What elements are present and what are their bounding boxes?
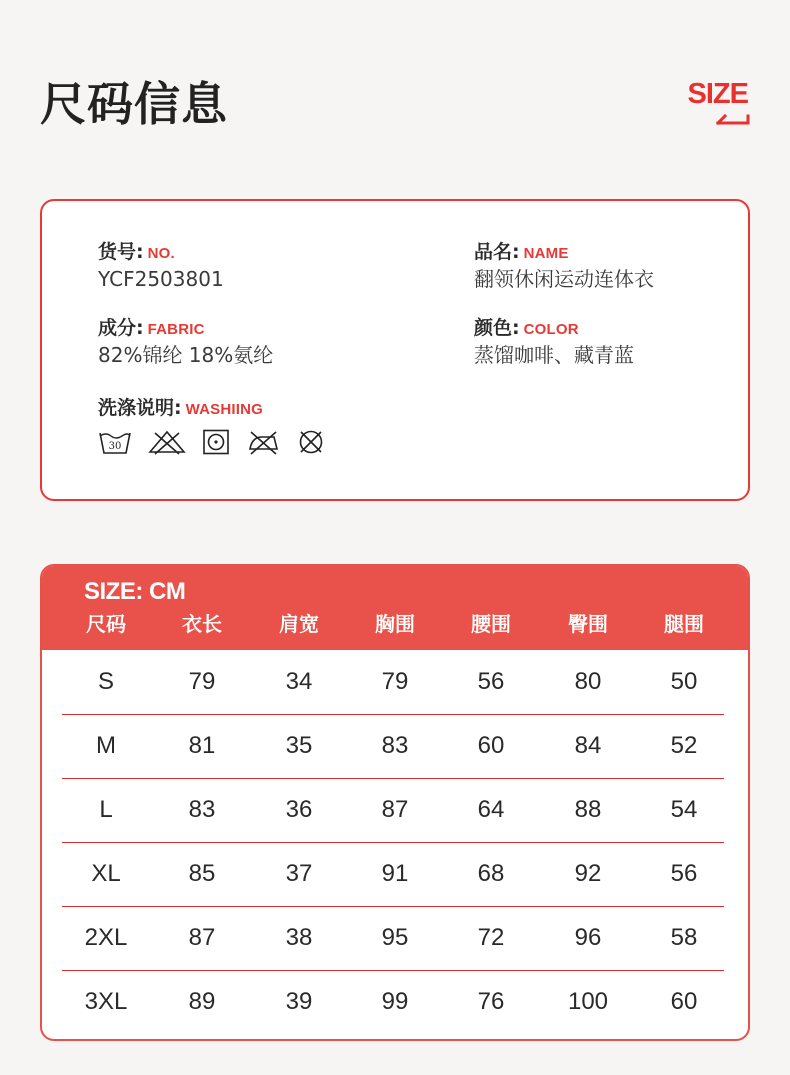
table-cell: 34 [285,668,313,695]
table-row [62,714,724,779]
value-no: YCF2503801 [98,267,224,291]
header-hip: 臀围 [568,612,608,636]
table-cell: 84 [574,732,602,759]
table-cell: 56 [670,860,698,887]
table-cell: 79 [188,668,216,695]
value-color: 蒸馏咖啡、藏青蓝 [474,343,634,367]
field-color [474,313,634,368]
page-title: 尺码信息 [40,77,228,131]
header-length: 衣长 [182,612,222,636]
label-washing-en: WASHIING [185,401,264,418]
table-cell: 39 [285,988,313,1015]
no-iron-icon [246,429,280,455]
return-arrow-icon [714,112,750,126]
table-row [62,650,724,715]
table-cell: 87 [381,796,409,823]
table-cell: 87 [188,924,216,951]
label-name-en: NAME [523,245,569,262]
tumble-dry-icon [202,429,230,455]
header-chest: 胸围 [375,612,415,636]
table-cell: 83 [188,796,216,823]
table-cell: 2XL [84,924,128,951]
label-name: 品名: [474,241,520,263]
table-cell: 88 [574,796,602,823]
label-color-en: COLOR [523,321,579,338]
table-cell: 100 [567,988,609,1015]
table-cell: 79 [381,668,409,695]
label-color: 颜色: [474,317,520,339]
table-cell: 83 [381,732,409,759]
table-row [62,906,724,971]
table-cell: 72 [477,924,505,951]
header-shoulder: 肩宽 [279,612,319,636]
field-washing [98,393,326,455]
table-row [62,970,724,1034]
field-name [474,237,654,292]
label-fabric: 成分: [98,317,144,339]
wash-temp-label: 30 [108,441,122,452]
size-unit-label: SIZE: CM [84,578,186,605]
product-info-card [40,199,750,501]
table-cell: 36 [285,796,313,823]
table-cell: 81 [188,732,216,759]
table-cell: 64 [477,796,505,823]
table-cell: 37 [285,860,313,887]
table-cell: 96 [574,924,602,951]
table-cell: 52 [670,732,698,759]
table-cell: XL [91,860,121,887]
table-cell: 38 [285,924,313,951]
table-cell: 50 [670,668,698,695]
table-cell: 89 [188,988,216,1015]
size-table-header [42,566,748,650]
table-cell: 60 [477,732,505,759]
table-cell: 80 [574,668,602,695]
size-table-card [40,564,750,1041]
table-cell: 58 [670,924,698,951]
table-row [62,842,724,907]
size-logo [672,78,752,132]
table-cell: 99 [381,988,409,1015]
table-cell: 85 [188,860,216,887]
size-logo-text: SIZE [687,78,748,110]
table-cell: M [96,732,116,759]
header-size: 尺码 [86,612,126,636]
table-cell: 56 [477,668,505,695]
table-cell: 3XL [84,988,128,1015]
field-fabric [98,313,273,368]
table-cell: 76 [477,988,505,1015]
table-cell: 68 [477,860,505,887]
table-cell: S [97,668,114,695]
table-row [62,778,724,843]
table-cell: 35 [285,732,313,759]
value-name: 翻领休闲运动连体衣 [474,267,654,291]
table-cell: 92 [574,860,602,887]
header-thigh: 腿围 [664,612,704,636]
label-washing: 洗涤说明: [98,397,182,419]
table-cell: 91 [381,860,409,887]
label-fabric-en: FABRIC [147,321,205,338]
field-no [98,237,224,292]
header-waist: 腰围 [471,612,511,636]
table-cell: 95 [381,924,409,951]
value-fabric: 82%锦纶 18%氨纶 [98,343,274,367]
table-cell: L [99,796,113,823]
label-no-en: NO. [147,245,175,262]
table-cell: 60 [670,988,698,1015]
wash-30-icon [98,429,132,455]
no-bleach-icon [148,429,186,455]
no-dry-clean-icon [296,429,326,455]
wash-icon-row [98,429,326,455]
label-no: 货号: [98,241,144,263]
table-cell: 54 [670,796,698,823]
